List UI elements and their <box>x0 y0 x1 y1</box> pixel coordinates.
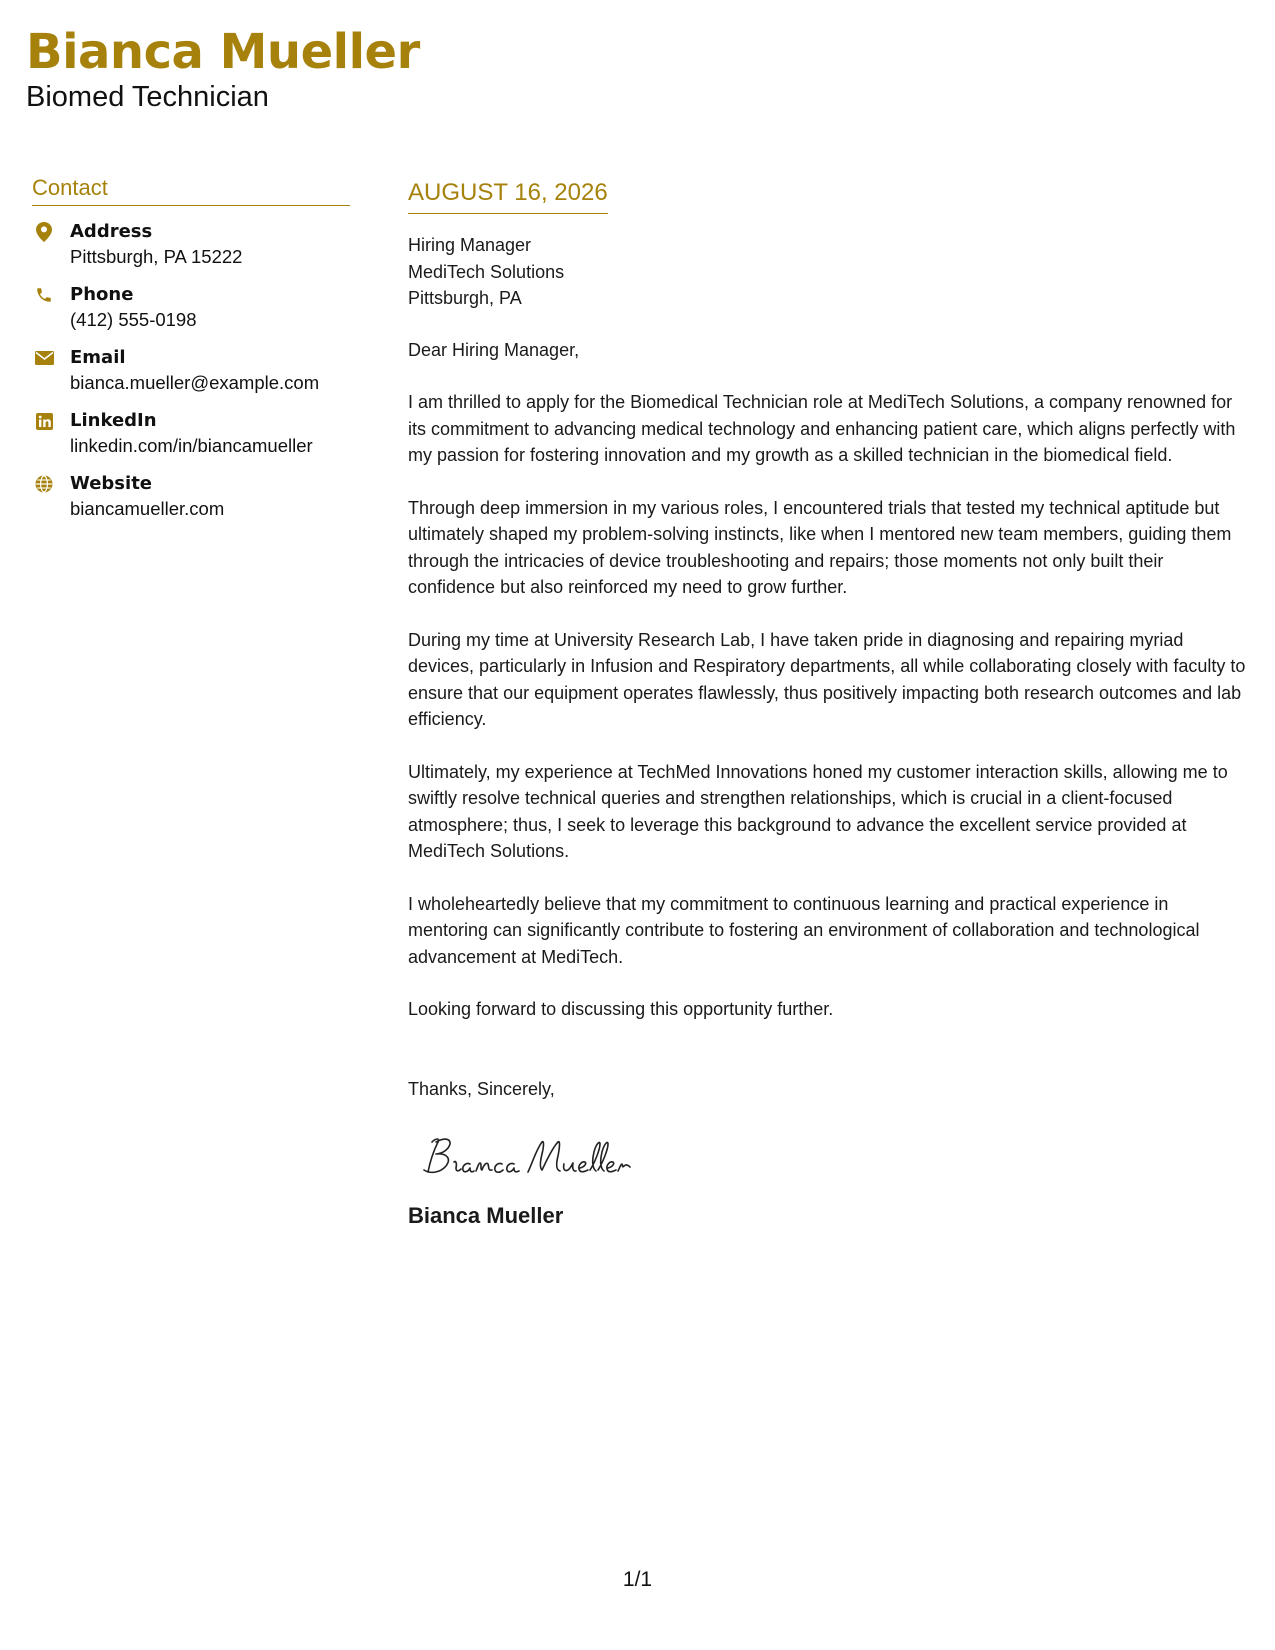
letter-paragraph: I wholeheartedly believe that my commitment to continuous learning and practical experience in mentoring can significantly contribute to fostering an environment of collaboration and technological advancement at MediTech. <box>408 893 1200 967</box>
globe-icon <box>34 474 54 494</box>
cover-letter-body <box>408 178 1253 1230</box>
linkedin-icon <box>34 411 54 431</box>
letter-paragraph: During my time at University Research Lab, I have taken pride in diagnosing and repairing myriad devices, particularly in Infusion and Respiratory departments, all while collaborating closely with faculty to ensure that our equipment operates flawlessly, thus positively impacting both research outcomes and lab efficiency. <box>408 629 1246 729</box>
letter-date: AUGUST 16, 2026 <box>408 178 608 214</box>
contact-value: (412) 555-0198 <box>70 309 197 330</box>
contact-value: bianca.mueller@example.com <box>70 372 320 393</box>
envelope-icon <box>34 348 54 368</box>
applicant-name: Bianca Mueller <box>26 24 420 80</box>
contact-label: Website <box>70 473 153 494</box>
map-pin-icon <box>34 222 54 242</box>
handwritten-signature <box>416 1128 1253 1188</box>
contact-item-website <box>32 472 350 521</box>
contact-item-address <box>32 220 350 269</box>
recipient-block <box>408 232 1253 312</box>
phone-icon <box>34 285 54 305</box>
contact-value: linkedin.com/in/biancamueller <box>70 435 313 456</box>
applicant-title: Biomed Technician <box>26 81 269 113</box>
letter-paragraph: Ultimately, my experience at TechMed Innovations honed my customer interaction skills, allowing me to swiftly resolve technical queries and strengthen relationships, which is crucial in a client-focused atmosphere; thus, I seek to leverage this background to advance the excellent service provided at MediTech Solutions. <box>408 761 1228 861</box>
contact-label: LinkedIn <box>70 410 157 431</box>
recipient-line: Hiring Manager <box>408 235 532 255</box>
contact-item-email <box>32 346 350 395</box>
salutation: Dear Hiring Manager, <box>408 339 580 360</box>
contact-value: biancamueller.com <box>70 498 225 519</box>
recipient-line: MediTech Solutions <box>408 261 565 282</box>
contact-section-title: Contact <box>32 174 350 206</box>
recipient-line: Pittsburgh, PA <box>408 288 522 308</box>
signed-name: Bianca Mueller <box>408 1203 564 1228</box>
contact-sidebar <box>32 174 350 521</box>
contact-item-linkedin <box>32 409 350 458</box>
contact-label: Phone <box>70 284 134 305</box>
contact-label: Email <box>70 347 126 368</box>
resume-header <box>26 22 420 114</box>
letter-paragraph: I am thrilled to apply for the Biomedical Technician role at MediTech Solutions, a company renowned for its commitment to advancing medical technology and enhancing patient care, which aligns perfectly with my passion for fostering innovation and my growth as a skilled technician in the biomedical field. <box>408 392 1236 465</box>
contact-item-phone <box>32 283 350 332</box>
letter-paragraph: Looking forward to discussing this opportunity further. <box>408 999 834 1019</box>
contact-label: Address <box>70 221 153 242</box>
contact-value: Pittsburgh, PA 15222 <box>70 246 243 267</box>
letter-paragraph: Through deep immersion in my various roles, I encountered trials that tested my technical aptitude but ultimately shaped my problem-solving instincts, like when I mentored new team members, guiding them through the intricacies of device troubleshooting and repairs; those moments not only built their confidence but also reinforced my need to grow further. <box>408 497 1232 597</box>
page-number: 1/1 <box>622 1568 653 1591</box>
letter-closing: Thanks, Sincerely, <box>408 1078 555 1099</box>
